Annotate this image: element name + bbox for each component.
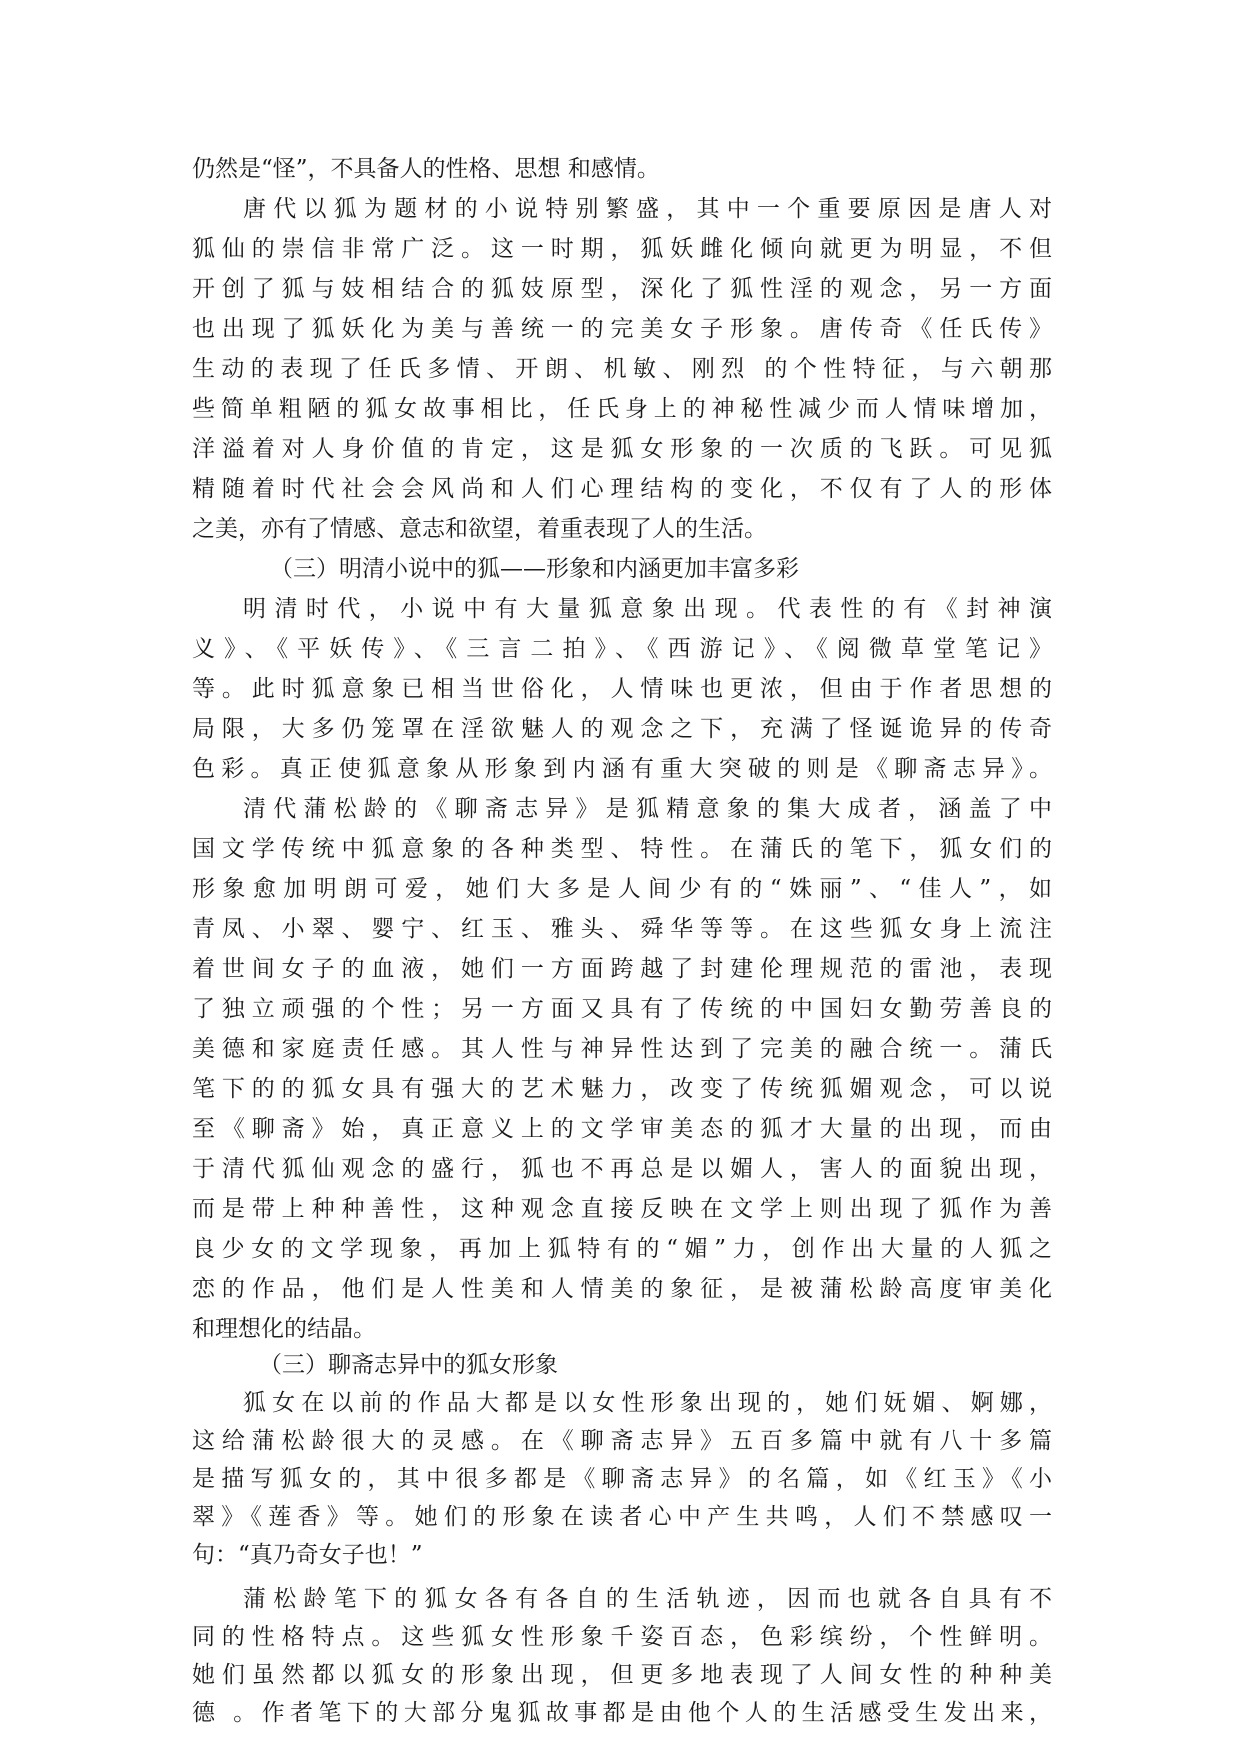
paragraph-line: 狐仙的崇信非常广泛。这一时期，狐妖雌化倾向就更为明显，不但	[192, 236, 1052, 262]
section-heading: （三）明清小说中的狐——形象和内涵更加丰富多彩	[270, 556, 799, 582]
paragraph-line: 这给蒲松龄很大的灵感。在《聊斋志异》五百多篇中就有八十多篇	[192, 1428, 1052, 1454]
paragraph-line: 生动的表现了任氏多情、开朗、机敏、刚烈 的个性特征，与六朝那	[192, 356, 1052, 382]
paragraph-line: 是描写狐女的，其中很多都是《聊斋志异》的名篇，如《红玉》《小	[192, 1466, 1052, 1492]
paragraph-line: 良少女的文学现象，再加上狐特有的“媚”力，创作出大量的人狐之	[192, 1236, 1052, 1262]
paragraph-line: 蒲松龄笔下的狐女各有各自的生活轨迹，因而也就各自具有不	[243, 1586, 1052, 1612]
paragraph-line: 之美，亦有了情感、意志和欲望，着重表现了人的生活。	[192, 516, 767, 542]
paragraph-line: 德 。作者笔下的大部分鬼狐故事都是由他个人的生活感受生发出来，	[192, 1700, 1052, 1726]
paragraph-line: 同的性格特点。这些狐女性形象千姿百态，色彩缤纷，个性鲜明。	[192, 1624, 1052, 1650]
paragraph-line: 她们虽然都以狐女的形象出现，但更多地表现了人间女性的种种美	[192, 1662, 1052, 1688]
paragraph-line: 仍然是“怪”，不具备人的性格、思想 和感情。	[192, 156, 660, 182]
paragraph-line: 义》、《平妖传》、《三言二拍》、《西游记》、《阅微草堂笔记》	[192, 636, 1052, 662]
paragraph-line: 着世间女子的血液，她们一方面跨越了封建伦理规范的雷池，表现	[192, 956, 1052, 982]
paragraph-line: 于清代狐仙观念的盛行，狐也不再总是以媚人，害人的面貌出现，	[192, 1156, 1052, 1182]
paragraph-line: 恋的作品，他们是人性美和人情美的象征，是被蒲松龄高度审美化	[192, 1276, 1052, 1302]
paragraph-line: 些简单粗陋的狐女故事相比，任氏身上的神秘性减少而人情味增加，	[192, 396, 1052, 422]
paragraph-line: 唐代以狐为题材的小说特别繁盛，其中一个重要原因是唐人对	[243, 196, 1052, 222]
paragraph-line: 至《聊斋》始，真正意义上的文学审美态的狐才大量的出现，而由	[192, 1116, 1052, 1142]
section-heading: （三）聊斋志异中的狐女形象	[259, 1352, 558, 1378]
paragraph-line: 笔下的的狐女具有强大的艺术魅力，改变了传统狐媚观念，可以说	[192, 1076, 1052, 1102]
paragraph-line: 形象愈加明朗可爱，她们大多是人间少有的“姝丽”、“佳人”，如	[192, 876, 1052, 902]
paragraph-line: 狐女在以前的作品大都是以女性形象出现的，她们妩媚、婀娜，	[243, 1390, 1052, 1416]
paragraph-line: 等。此时狐意象已相当世俗化，人情味也更浓，但由于作者思想的	[192, 676, 1052, 702]
paragraph-line: 开创了狐与妓相结合的狐妓原型，深化了狐性淫的观念，另一方面	[192, 276, 1052, 302]
paragraph-line: 色彩。真正使狐意象从形象到内涵有重大突破的则是《聊斋志异》。	[192, 756, 1052, 782]
paragraph-line: 国文学传统中狐意象的各种类型、特性。在蒲氏的笔下，狐女们的	[192, 836, 1052, 862]
paragraph-line: 了独立顽强的个性；另一方面又具有了传统的中国妇女勤劳善良的	[192, 996, 1052, 1022]
paragraph-line: 翠》《莲香》等。她们的形象在读者心中产生共鸣，人们不禁感叹一	[192, 1504, 1052, 1530]
paragraph-line: 精随着时代社会会风尚和人们心理结构的变化，不仅有了人的形体	[192, 476, 1052, 502]
paragraph-line: 而是带上种种善性，这种观念直接反映在文学上则出现了狐作为善	[192, 1196, 1052, 1222]
paragraph-line: 洋溢着对人身价值的肯定，这是狐女形象的一次质的飞跃。可见狐	[192, 436, 1052, 462]
paragraph-line: 清代蒲松龄的《聊斋志异》是狐精意象的集大成者，涵盖了中	[243, 796, 1052, 822]
paragraph-line: 青凤、小翠、婴宁、红玉、雅头、舜华等等。在这些狐女身上流注	[192, 916, 1052, 942]
paragraph-line: 和理想化的结晶。	[192, 1316, 376, 1342]
paragraph-line: 也出现了狐妖化为美与善统一的完美女子形象。唐传奇《任氏传》	[192, 316, 1052, 342]
paragraph-line: 美德和家庭责任感。其人性与神异性达到了完美的融合统一。蒲氏	[192, 1036, 1052, 1062]
paragraph-line: 句：“真乃奇女子也！”	[192, 1542, 423, 1568]
paragraph-line: 明清时代，小说中有大量狐意象出现。代表性的有《封神演	[243, 596, 1052, 622]
paragraph-line: 局限，大多仍笼罩在淫欲魅人的观念之下，充满了怪诞诡异的传奇	[192, 716, 1052, 742]
